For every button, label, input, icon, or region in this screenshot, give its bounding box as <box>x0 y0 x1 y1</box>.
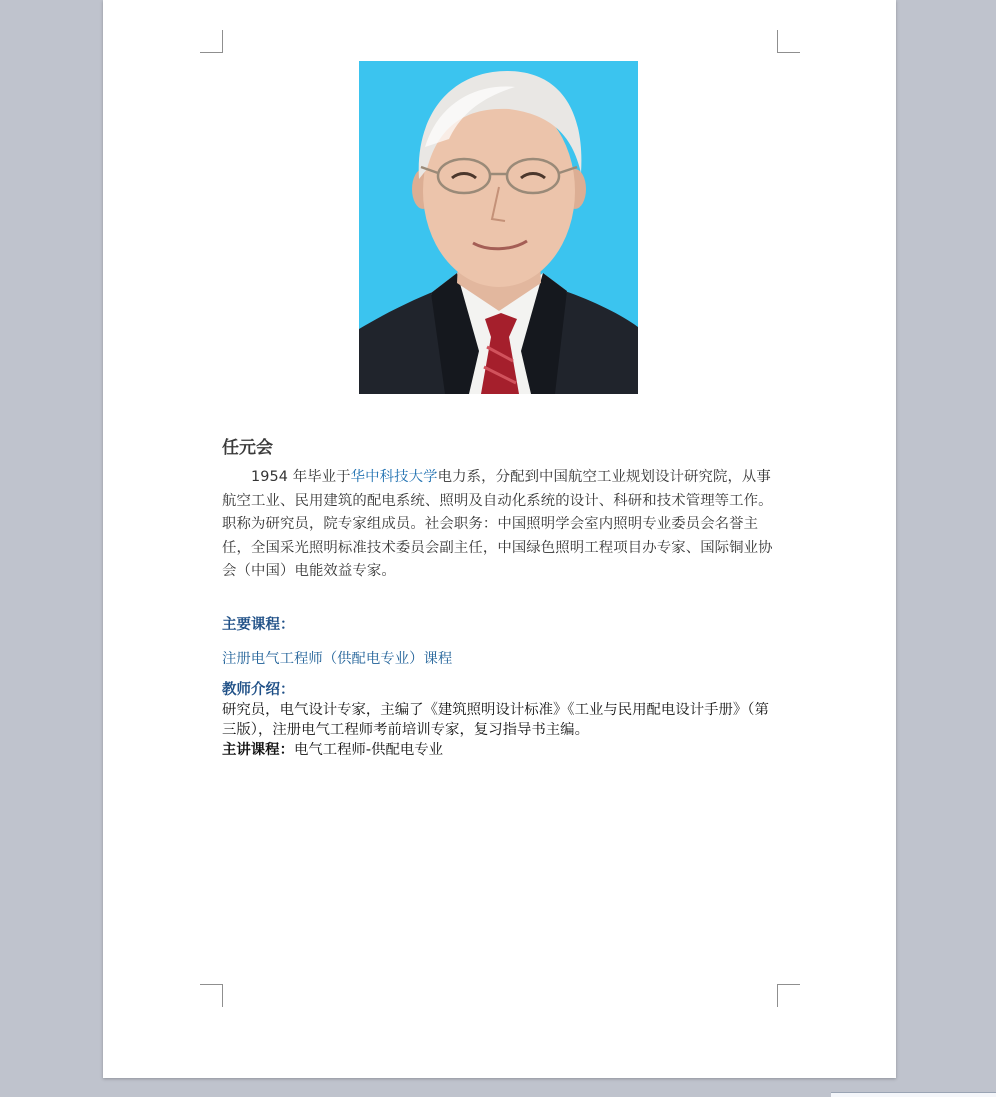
bio-prefix: 1954 年毕业于 <box>251 469 351 485</box>
main-courses-heading: 主要课程： <box>222 615 295 633</box>
teacher-intro-heading: 教师介绍： <box>222 680 295 698</box>
person-name: 任元会 <box>222 438 273 458</box>
teacher-intro-text: 研究员，电气设计专家，主编了《建筑照明设计标准》《工业与民用配电设计手册》（第三版），注册电气工程师考前培训专家，复习指导书主编。 <box>222 701 769 738</box>
margin-marker-top-left <box>200 30 223 53</box>
bio-suffix: 电力系，分配到中国航空工业规划设计研究院，从事航空工业、民用建筑的配电系统、照明及自动化系统的设计、科研和技术管理等工作。职称为研究员，院专家组成员。社会职务：中国照明学会室内照明专业委员会名誉主任，全国采光照明标准技术委员会副主任，中国绿色照明工程项目办专家、国际铜业协会（中国）电能效益专家。 <box>222 469 773 580</box>
main-course-line <box>222 740 778 760</box>
margin-marker-bottom-left <box>200 984 223 1007</box>
profile-content <box>222 436 778 760</box>
bio-paragraph <box>222 466 778 584</box>
margin-marker-bottom-right <box>777 984 800 1007</box>
margin-marker-top-right <box>777 30 800 53</box>
main-course-value: 电气工程师-供配电专业 <box>293 741 444 758</box>
university-link[interactable]: 华中科技大学 <box>350 469 438 485</box>
status-bar-edge <box>831 1092 996 1097</box>
portrait-illustration <box>359 61 638 394</box>
portrait-photo[interactable] <box>359 61 638 394</box>
document-page[interactable] <box>103 0 896 1078</box>
main-course-label: 主讲课程： <box>222 740 294 758</box>
course-link[interactable]: 注册电气工程师（供配电专业）课程 <box>222 650 453 667</box>
